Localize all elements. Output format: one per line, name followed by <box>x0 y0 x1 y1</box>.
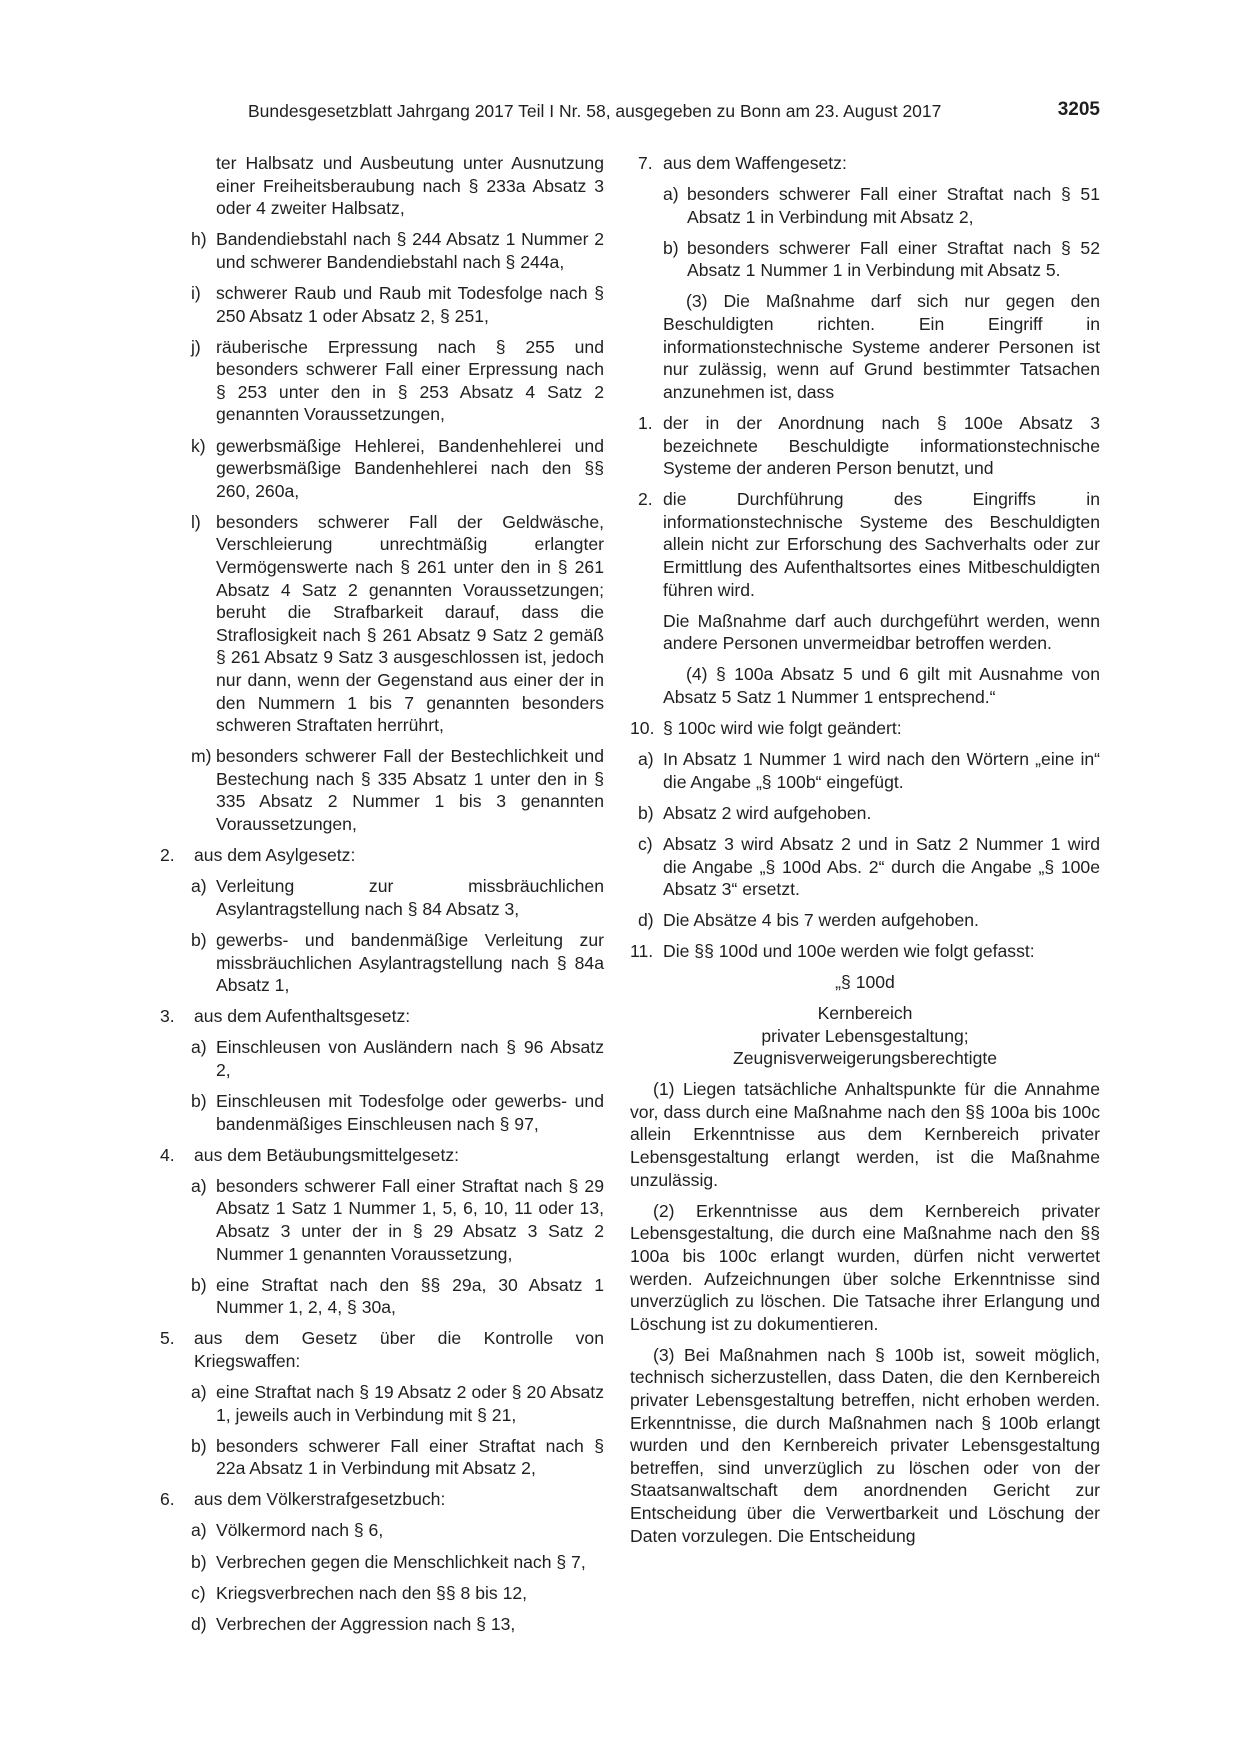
list-item-5a: a) eine Straftat nach § 19 Absatz 2 oder § 20 Absatz 1, jeweils auch in Verbindung mit § 21, <box>191 1382 604 1425</box>
page-header <box>248 101 1100 125</box>
list-item-l: l) besonders schwerer Fall der Geldwäsche, Verschleierung unrechtmäßig erlangter Vermögenswerte nach § 261 unter den in § 261 Absatz 4 Satz 2 genannten Voraussetzungen; beruht die Strafbarkeit darauf, dass die Straflosigkeit nach § 261 Absatz 9 Satz 2 gemäß § 261 Absatz 9 Satz 3 ausgeschlossen ist, jedoch nur dann, wenn der Gegenstand aus einer der in den Nummern 1 bis 7 genannten besonders schweren Straftaten herrührt, <box>191 511 604 736</box>
list-item-6: 6. aus dem Völkerstrafgesetzbuch: <box>160 1489 446 1510</box>
paragraph-3-item-1: 1. der in der Anordnung nach § 100e Absatz 3 bezeichnete Beschuldigte informationstechnische Systeme der anderen Person benutzt, und <box>638 412 1100 479</box>
list-item-6d: d) Verbrechen der Aggression nach § 13, <box>191 1613 516 1634</box>
list-item-2: 2. aus dem Asylgesetz: <box>160 845 356 866</box>
list-item-i: i) schwerer Raub und Raub mit Todesfolge nach § 250 Absatz 1 oder Absatz 2, § 251, <box>191 282 604 326</box>
left-column <box>160 152 604 1644</box>
list-item-7a: a) besonders schwerer Fall einer Straftat nach § 51 Absatz 1 in Verbindung mit Absatz 2, <box>663 184 1100 227</box>
list-item-4: 4. aus dem Betäubungsmittelgesetz: <box>160 1144 460 1165</box>
subsection-3: (3) Bei Maßnahmen nach § 100b ist, soweit möglich, technisch sicherzustellen, dass Daten, die den Kernbereich privater Lebensgestaltung betreffen, nicht erhoben werden. Erkenntnisse, die durch Maßnahmen nach § 100b erlangt wurden und den Kernbereich privater Lebensgestaltung betreffen, sind unverzüglich zu löschen oder von der Staatsanwaltschaft dem anordnenden Gericht zur Entscheidung über die Verwertbarkeit und Löschung der Daten vorzulegen. Die Entscheidung <box>630 1344 1100 1546</box>
paragraph-3-item-2: 2. die Durchführung des Eingriffs in informationstechnische Systeme des Beschuldigten allein nicht zur Erforschung des Sachverhalts oder zur Ermittlung des Aufenthaltsortes eines Mitbeschuldigten führen wird. <box>638 489 1100 600</box>
subsection-1: (1) Liegen tatsächliche Anhaltspunkte für die Annahme vor, dass durch eine Maßnahme nach den §§ 100a bis 100c allein Erkenntnisse aus dem Kernbereich privater Lebensgestaltung erlangt werden, ist die Maßnahme unzulässig. <box>630 1079 1100 1190</box>
paragraph-4: (4) § 100a Absatz 5 und 6 gilt mit Ausnahme von Absatz 5 Satz 1 Nummer 1 entsprechend.“ <box>663 664 1100 707</box>
list-item-10a: a) In Absatz 1 Nummer 1 wird nach den Wörtern „eine in“ die Angabe „§ 100b“ eingefügt. <box>638 749 1100 792</box>
paragraph-3: (3) Die Maßnahme darf sich nur gegen den Beschuldigten richten. Ein Eingriff in informationstechnische Systeme anderer Personen ist nur zulässig, wenn auf Grund bestimmter Tatsachen anzunehmen ist, dass <box>663 291 1100 402</box>
list-item-h: h) Bandendiebstahl nach § 244 Absatz 1 Nummer 2 und schwerer Bandendiebstahl nach § 244a, <box>191 229 604 272</box>
list-item-11: 11. Die §§ 100d und 100e werden wie folgt gefasst: <box>630 941 1035 962</box>
list-item-6b: b) Verbrechen gegen die Menschlichkeit nach § 7, <box>191 1551 586 1572</box>
list-item-k: k) gewerbsmäßige Hehlerei, Bandenhehlerei und gewerbsmäßige Bandenhehlerei nach den §§ 260, 260a, <box>191 435 604 501</box>
continued-item: ter Halbsatz und Ausbeutung unter Ausnutzung einer Freiheitsberaubung nach § 233a Absatz 3 oder 4 zweiter Halbsatz, <box>216 153 604 219</box>
list-item-10b: b) Absatz 2 wird aufgehoben. <box>638 802 872 823</box>
list-item-2b: b) gewerbs- und bandenmäßige Verleitung zur missbräuchlichen Asylantragstellung nach § 84a Absatz 1, <box>191 929 604 996</box>
list-item-j: j) räuberische Erpressung nach § 255 und besonders schwerer Fall einer Erpressung nach § 253 unter den in § 253 Absatz 4 Satz 2 genannten Voraussetzungen, <box>191 336 604 425</box>
list-item-6c: c) Kriegsverbrechen nach den §§ 8 bis 12, <box>191 1582 528 1603</box>
subsection-2: (2) Erkenntnisse aus dem Kernbereich privater Lebensgestaltung, die durch eine Maßnahme nach den §§ 100a bis 100c erlangt wurden, dürfen nicht verwertet werden. Aufzeichnungen über solche Erkenntnisse sind unverzüglich zu löschen. Die Tatsache ihrer Erlangung und Löschung ist zu dokumentieren. <box>630 1200 1100 1334</box>
list-item-7b: b) besonders schwerer Fall einer Straftat nach § 52 Absatz 1 Nummer 1 in Verbindung mit Absatz 5. <box>663 237 1100 281</box>
list-item-10d: d) Die Absätze 4 bis 7 werden aufgehoben. <box>638 910 979 931</box>
running-title: Bundesgesetzblatt Jahrgang 2017 Teil I Nr. 58, ausgegeben zu Bonn am 23. August 2017 <box>248 101 942 121</box>
paragraph-3-tail: Die Maßnahme darf auch durchgeführt werden, wenn andere Personen unvermeidbar betroffen werden. <box>663 610 1100 654</box>
list-item-7: 7. aus dem Waffengesetz: <box>638 153 847 173</box>
list-item-2a: a) Verleitung zur missbräuchlichen Asylantragstellung nach § 84 Absatz 3, <box>191 876 604 919</box>
right-column <box>630 152 1100 1556</box>
list-item-4b: b) eine Straftat nach den §§ 29a, 30 Absatz 1 Nummer 1, 2, 4, § 30a, <box>191 1274 604 1318</box>
list-item-5b: b) besonders schwerer Fall einer Straftat nach § 22a Absatz 1 in Verbindung mit Absatz 2, <box>191 1435 604 1479</box>
list-item-10: 10. § 100c wird wie folgt geändert: <box>630 718 902 739</box>
list-item-3b: b) Einschleusen mit Todesfolge oder gewerbs- und bandenmäßiges Einschleusen nach § 97, <box>191 1090 604 1134</box>
list-item-3a: a) Einschleusen von Ausländern nach § 96 Absatz 2, <box>191 1037 604 1080</box>
section-number: „§ 100d <box>835 972 895 993</box>
list-item-6a: a) Völkermord nach § 6, <box>191 1520 384 1541</box>
list-item-4a: a) besonders schwerer Fall einer Straftat nach § 29 Absatz 1 Satz 1 Nummer 1, 5, 6, 10, 11 oder 13, Absatz 3 unter der in § 29 Absatz 3 Satz 2 Nummer 1 genannten Voraussetzung, <box>191 1175 604 1264</box>
section-title-line-1: Kernbereich <box>817 1003 913 1023</box>
section-title-line-2: privater Lebensgestaltung; <box>761 1025 969 1046</box>
list-item-3: 3. aus dem Aufenthaltsgesetz: <box>160 1006 411 1027</box>
section-heading <box>630 971 1100 1069</box>
list-item-5: 5. aus dem Gesetz über die Kontrolle von Kriegswaffen: <box>160 1328 604 1371</box>
list-item-m: m) besonders schwerer Fall der Bestechlichkeit und Bestechung nach § 335 Absatz 1 unter den in § 335 Absatz 2 Nummer 1 bis 3 genannten Voraussetzungen, <box>191 746 604 835</box>
section-title-line-3: Zeugnisverweigerungsberechtigte <box>732 1048 998 1069</box>
list-item-10c: c) Absatz 3 wird Absatz 2 und in Satz 2 Nummer 1 wird die Angabe „§ 100d Abs. 2“ durch die Angabe „§ 100e Absatz 3“ ersetzt. <box>638 833 1100 900</box>
page-number: 3205 <box>1057 99 1100 120</box>
